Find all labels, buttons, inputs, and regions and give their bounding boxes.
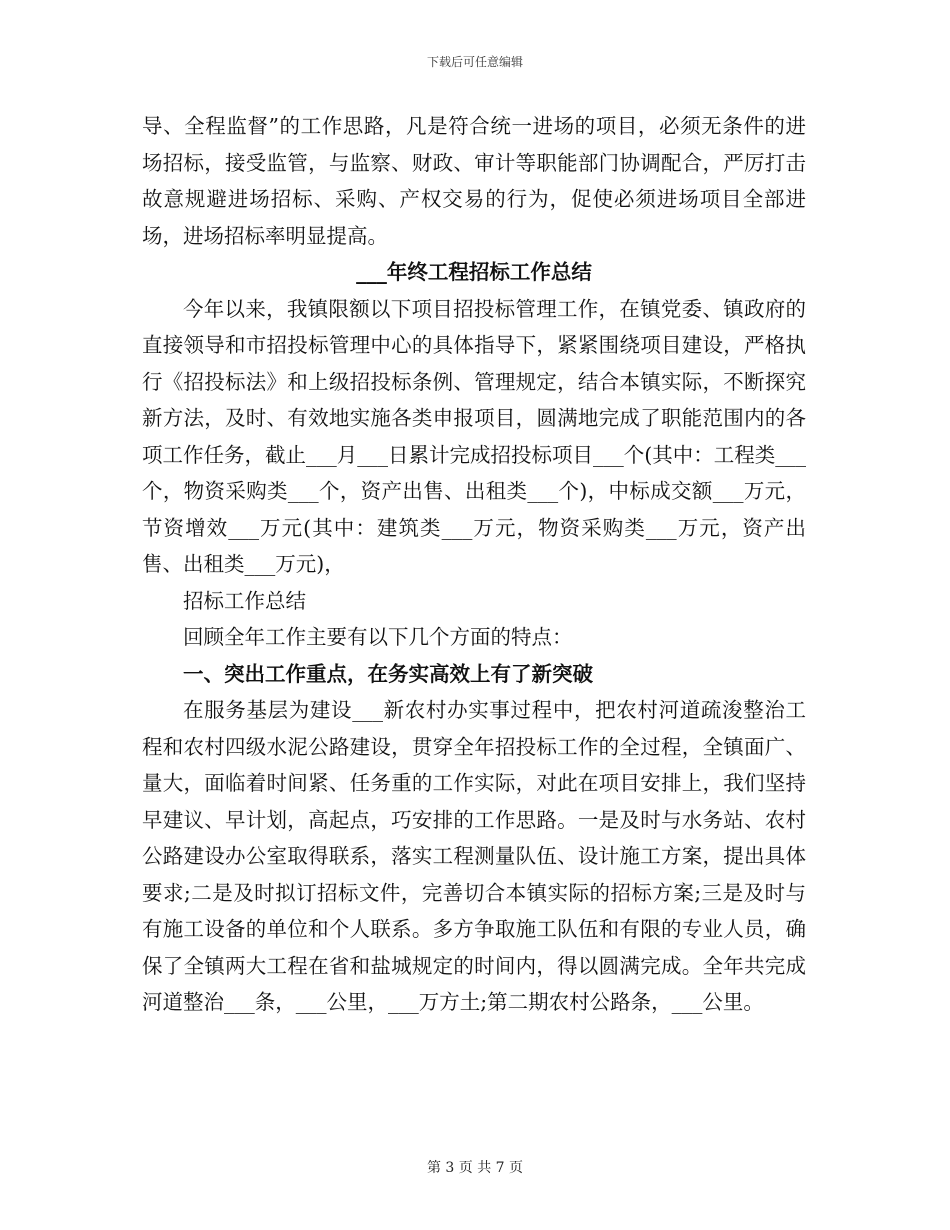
paragraph-subtitle: 招标工作总结 (183, 588, 306, 613)
section-title: ___年终工程招标工作总结 (356, 260, 592, 284)
document-body (142, 108, 806, 1021)
paragraph-body: 在服务基层为建设___新农村办实事过程中，把农村河道疏浚整治工程和农村四级水泥公路建设，贯穿全年招投标工作的全过程，全镇面广、量大，面临着时间紧、任务重的工作实际，对此在项目安排上，我们坚持早建议、早计划，高起点，巧安排的工作思路。一是及时与水务站、农村公路建设办公室取得联系，落实工程测量队伍、设计施工方案，提出具体要求;二是及时拟订招标文件，完善切合本镇实际的招标方案;三是及时与有施工设备的单位和个人联系。多方争取施工队伍和有限的专业人员，确保了全镇两大工程在省和盐城规定的时间内，得以圆满完成。全年共完成河道整治___条，___公里，___万方土;第二期农村公路条，___公里。 (142, 698, 806, 1014)
heading-1: 一、突出工作重点，在务实高效上有了新突破 (183, 661, 593, 686)
page-header: 下载后可任意编辑 (426, 55, 523, 69)
paragraph-review: 回顾全年工作主要有以下几个方面的特点： (183, 625, 573, 649)
page-footer: 第 3 页 共 7 页 (426, 1160, 524, 1176)
paragraph-continued: 导、全程监督”的工作思路，凡是符合统一进场的项目，必须无条件的进场招标，接受监管，与监察、财政、审计等职能部门协调配合，严厉打击故意规避进场招标、采购、产权交易的行为，促使必须进场项目全部进场，进场招标率明显提高。 (142, 114, 806, 248)
paragraph-intro: 今年以来，我镇限额以下项目招投标管理工作，在镇党委、镇政府的直接领导和市招投标管理中心的具体指导下，紧紧围绕项目建设，严格执行《招投标法》和上级招投标条例、管理规定，结合本镇实际，不断探究新方法，及时、有效地实施各类申报项目，圆满地完成了职能范围内的各项工作任务，截止___月___日累计完成招投标项目___个(其中：工程类___个，物资采购类___个，资产出售、出租类___个)，中标成交额___万元，节资增效___万元(其中：建筑类___万元，物资采购类___万元，资产出售、出租类___万元)， (142, 296, 806, 576)
